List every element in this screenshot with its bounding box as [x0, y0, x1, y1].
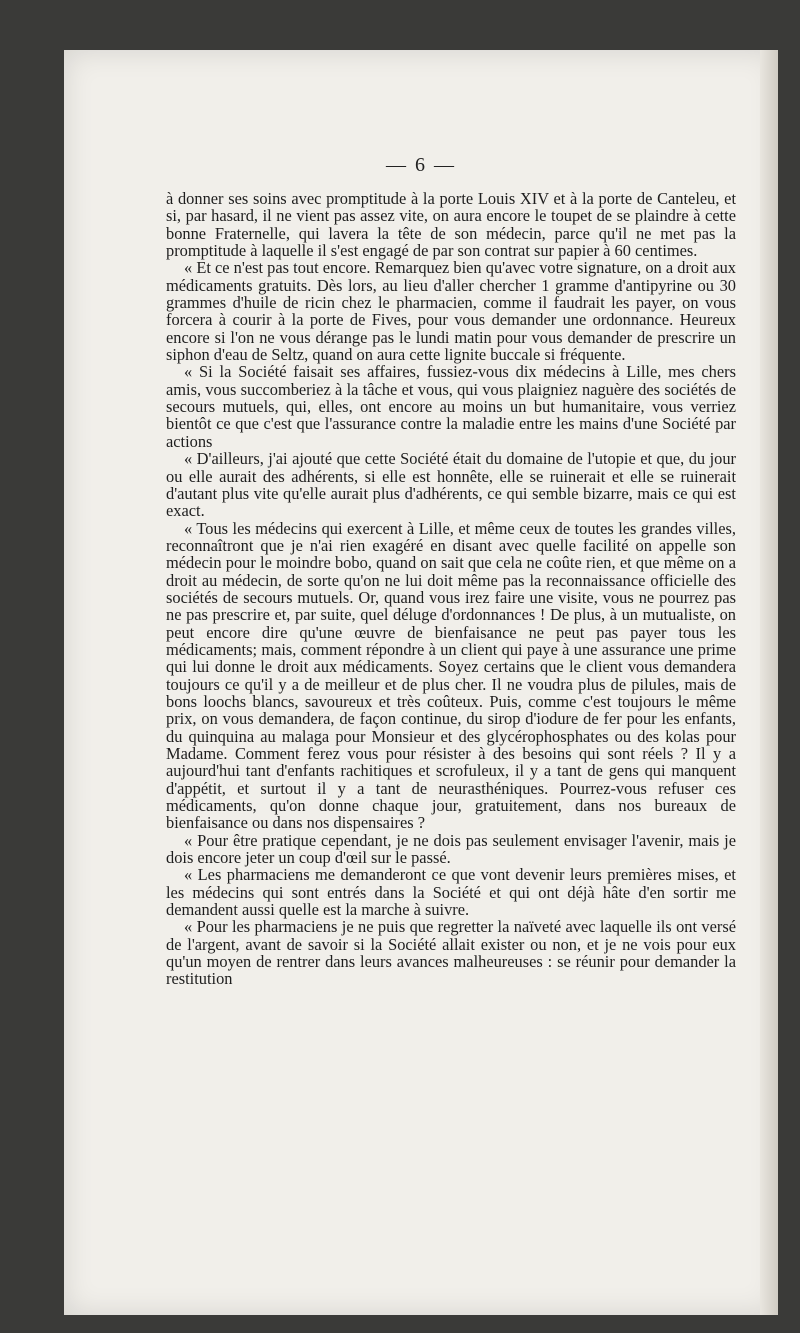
paragraph: « Pour les pharmaciens je ne puis que regretter la naïveté avec laquelle ils ont versé de l'argent, avant de savoir si la Société allait exister ou non, et je ne vois pour eux qu'un moyen de rentrer dans leurs avances malheureuses : se réunir pour demander la restitution — [166, 917, 736, 989]
page-number: — 6 — — [386, 154, 456, 176]
page-edge — [760, 50, 778, 1315]
paragraph: « Et ce n'est pas tout encore. Remarquez bien qu'avec votre signature, on a droit aux médicaments gratuits. Dès lors, au lieu d'aller chercher 1 gramme d'antipyrine ou 30 grammes d'huile de ricin chez le pharmacien, comme il faudrait les payer, on vous forcera à courir à la porte de Fives, pour vous demander une ordonnance. Heureux encore si l'on ne vous dérange pas le lundi matin pour vous demander de prescrire un siphon d'eau de Seltz, quand on aura cette lignite buccale si fréquente. — [166, 258, 736, 365]
book-page — [64, 50, 778, 1315]
paragraph: « Tous les médecins qui exercent à Lille, et même ceux de toutes les grandes villes, reconnaîtront que je n'ai rien exagéré en disant avec quelle facilité on appelle son médecin pour le moindre bobo, quand on sait que cela ne coûte rien, et que même on a droit au médecin, de sorte qu'on ne lui doit même pas la reconnaissance officielle des sociétés de secours mutuels. Or, quand vous irez faire une visite, vous ne pourrez pas ne pas prescrire et, par suite, quel déluge d'ordonnances ! De plus, à un mutualiste, on peut encore dire qu'une œuvre de bienfaisance ne peut pas payer tous les médicaments; mais, comment répondre à un client qui paye à une assurance une prime qui lui donne le droit aux médicaments. Soyez certains que le client vous demandera toujours ce qu'il y a de meilleur et de plus cher. Il ne voudra plus de pilules, mais de bons loochs blancs, savoureux et très coûteux. Puis, comme c'est toujours le même prix, on vous demandera, de façon continue, du sirop d'iodure de fer pour les enfants, du quinquina au malaga pour Monsieur et des glycérophosphates ou des kolas pour Madame. Comment ferez vous pour résister à des besoins qui sont réels ? Il y a aujourd'hui tant d'enfants rachitiques et scrofuleux, il y a tant de gens qui manquent d'appétit, et surtout il y a tant de neurasthéniques. Pourrez-vous refuser ces médicaments, qu'on donne chaque jour, gratuitement, dans nos bureaux de bienfaisance ou dans nos dispensaires ? — [166, 518, 736, 833]
paragraph: « Pour être pratique cependant, je ne dois pas seulement envisager l'avenir, mais je dois encore jeter un coup d'œil sur le passé. — [166, 830, 736, 868]
body-text — [166, 190, 736, 988]
paragraph: « D'ailleurs, j'ai ajouté que cette Société était du domaine de l'utopie et que, du jour ou elle aurait des adhérents, si elle est honnête, elle se ruinerait et elle se ruinerait d'autant plus vite qu'elle aurait plus d'adhérents, ce qui semble bizarre, mais ce qui est exact. — [166, 449, 736, 521]
paragraph: à donner ses soins avec promptitude à la porte Louis XIV et à la porte de Canteleu, et si, par hasard, il ne vient pas assez vite, on aura encore le toupet de se plaindre à cette bonne Fraternelle, qui lavera la tête de son médecin, parce qu'il ne met pas la promptitude à laquelle il s'est engagé de par son contrat sur papier à 60 centimes. — [166, 189, 736, 261]
paragraph: « Les pharmaciens me demanderont ce que vont devenir leurs premières mises, et les médecins qui sont entrés dans la Société et qui ont déjà hâte d'en sortir me demandent aussi quelle est la marche à suivre. — [166, 865, 736, 920]
paragraph: « Si la Société faisait ses affaires, fussiez-vous dix médecins à Lille, mes chers amis, vous succomberiez à la tâche et vous, qui vous plaigniez naguère des sociétés de secours mutuels, qui, elles, ont encore au moins un but humanitaire, vous verriez bientôt ce que c'est que l'assurance contre la maladie entre les mains d'une Société par actions — [166, 362, 736, 451]
